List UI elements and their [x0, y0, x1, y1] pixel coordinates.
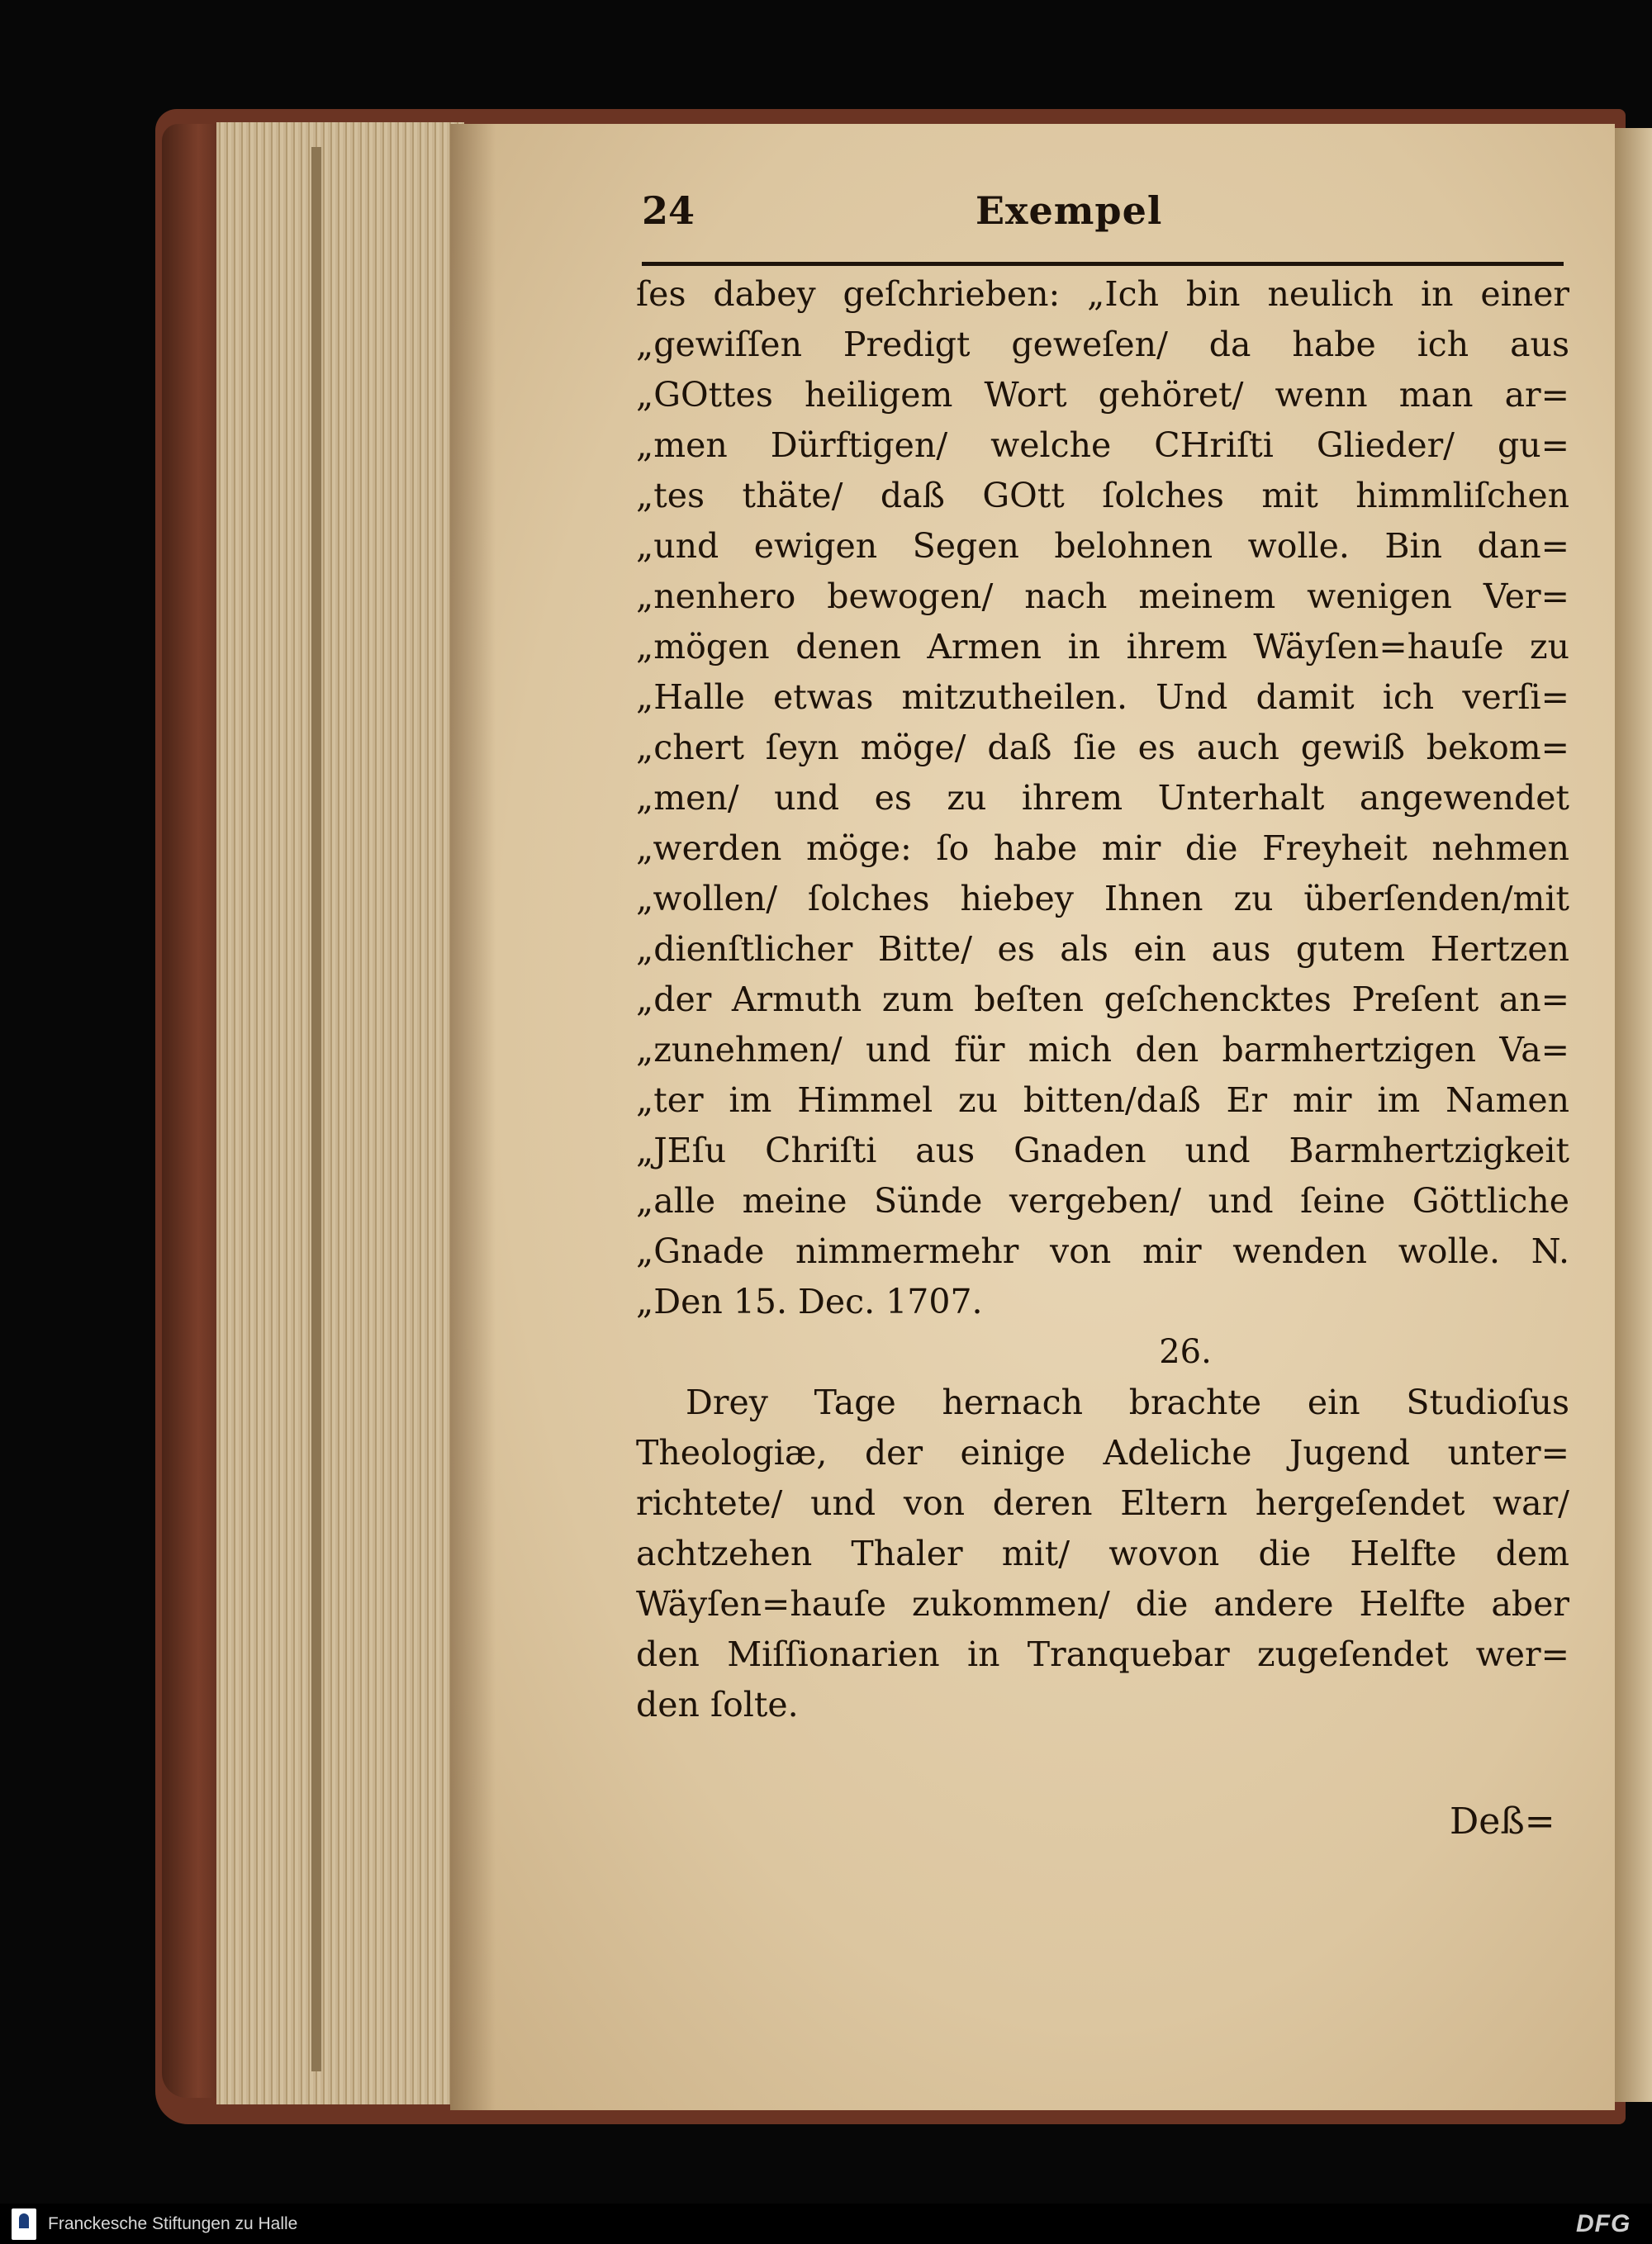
- text-line: „men/ und es zu ihrem Unterhalt angewendet: [636, 778, 1569, 818]
- institution-name: Franckesche Stiftungen zu Halle: [48, 2214, 298, 2233]
- body-text: [636, 269, 1569, 1730]
- text-line: „men Dürftigen/ welche CHriſti Glieder/ gu=: [636, 425, 1569, 465]
- text-line: „Halle etwas mitzutheilen. Und damit ich verſi=: [636, 677, 1569, 717]
- text-line: „tes thäte/ daß GOtt ſolches mit himmliſchen: [636, 476, 1569, 515]
- header-rule: [642, 262, 1564, 266]
- running-head: [642, 188, 1564, 241]
- text-line: Drey Tage hernach brachte ein Studioſus: [686, 1383, 1569, 1422]
- text-line: „dienſtlicher Bitte/ es als ein aus gutem Hertzen: [636, 929, 1569, 969]
- text-line: „alle meine Sünde vergeben/ und ſeine Göttliche: [636, 1181, 1569, 1221]
- catchword: Deß=: [1450, 1800, 1555, 1843]
- text-line: achtzehen Thaler mit/ wovon die Helfte dem: [636, 1534, 1569, 1573]
- text-line: den Miſſionarien in Tranquebar zugeſendet wer=: [636, 1634, 1569, 1674]
- page-edges: [216, 122, 464, 2104]
- text-line: „Den 15. Dec. 1707.: [636, 1282, 983, 1321]
- text-line: den ſolte.: [636, 1685, 799, 1725]
- text-line: Wäyſen=hauſe zukommen/ die andere Helfte aber: [636, 1584, 1569, 1624]
- text-line: ſes dabey geſchrieben: „Ich bin neulich in einer: [636, 274, 1569, 314]
- section-number: 26.: [1159, 1333, 1212, 1371]
- text-line: „chert ſeyn möge/ daß ſie es auch gewiß bekom=: [636, 728, 1569, 767]
- text-line: Theologiæ, der einige Adeliche Jugend unter=: [636, 1433, 1569, 1473]
- running-title: Exempel: [976, 188, 1163, 233]
- page-number: 24: [642, 188, 695, 233]
- text-line: „ter im Himmel zu bitten/daß Er mir im Namen: [636, 1080, 1569, 1120]
- text-line: „wollen/ ſolches hiebey Ihnen zu überſenden/mit: [636, 879, 1569, 918]
- text-line: „mögen denen Armen in ihrem Wäyſen=hauſe zu: [636, 627, 1569, 667]
- text-line: „GOttes heiligem Wort gehöret/ wenn man ar=: [636, 375, 1569, 415]
- text-line: „Gnade nimmermehr von mir wenden wolle. N.: [636, 1231, 1569, 1271]
- institution-logo-icon[interactable]: [12, 2208, 36, 2240]
- dfg-logo[interactable]: DFG: [1576, 2210, 1631, 2237]
- text-line: „gewiſſen Predigt geweſen/ da habe ich aus: [636, 325, 1569, 364]
- text-line: richtete/ und von deren Eltern hergeſendet war/: [636, 1483, 1569, 1523]
- text-line: „und ewigen Segen belohnen wolle. Bin dan=: [636, 526, 1569, 566]
- text-line: „der Armuth zum beſten geſchencktes Preſent an=: [636, 980, 1569, 1019]
- text-line: „werden möge: ſo habe mir die Freyheit nehmen: [636, 828, 1569, 868]
- text-line: „zunehmen/ und für mich den barmhertzigen Va=: [636, 1030, 1569, 1070]
- facing-page-edge: [1615, 128, 1652, 2102]
- text-line: „JEſu Chriſti aus Gnaden und Barmhertzigkeit: [636, 1131, 1569, 1170]
- page-edge-shadow: [311, 147, 321, 2071]
- text-line: „nenhero bewogen/ nach meinem wenigen Ver=: [636, 576, 1569, 616]
